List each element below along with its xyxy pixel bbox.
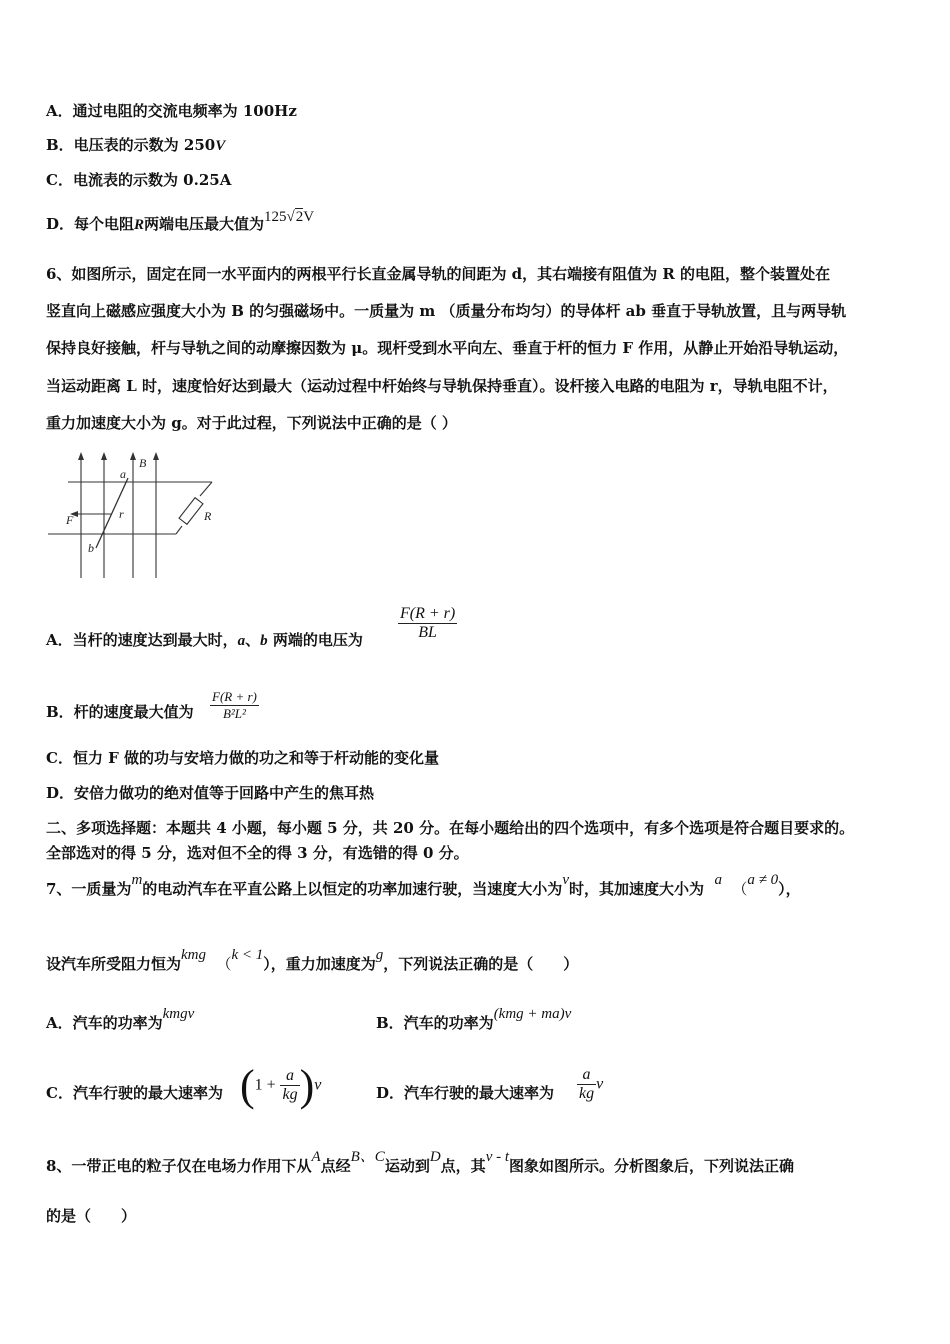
q7-kcond: k < 1 xyxy=(231,947,264,963)
q7-g: g xyxy=(375,947,384,963)
q7-option-a-text: A．汽车的功率为 xyxy=(46,1014,163,1032)
q7-l2-t1: 设汽车所受阻力恒为 xyxy=(46,955,182,973)
q7-l2-t2: （ xyxy=(216,957,232,973)
q8-D: D xyxy=(429,1149,441,1165)
q7-c-rparen: ) xyxy=(299,1061,315,1110)
q5-d-coef: 125 xyxy=(264,209,287,225)
q7-option-d-expr xyxy=(577,1066,603,1103)
q6-option-a-prefix: A．当杆的速度达到最大时， xyxy=(46,631,238,649)
resistor-wire-top xyxy=(200,482,212,496)
q7-l2-t4: ，下列说法正确的是（ ） xyxy=(383,955,579,973)
q7-option-b-text: B．汽车的功率为 xyxy=(376,1014,494,1032)
label-b: b xyxy=(88,541,94,555)
field-arrowhead-1 xyxy=(78,452,84,460)
q7-option-c-expr xyxy=(240,1060,321,1111)
q5-option-d-var: R xyxy=(134,217,145,233)
q6-option-a xyxy=(46,630,363,651)
q7-m: m xyxy=(131,872,143,888)
q7-c-num: a xyxy=(280,1067,299,1086)
q6-stem-line-2: 竖直向上磁感应强度大小为 B 的匀强磁场中。一质量为 m （质量分布均匀）的导体杆 ab 垂直于导轨放置，且与两导轨 xyxy=(46,302,847,320)
section2-heading-line-1: 二、多项选择题：本题共 4 小题，每小题 5 分，共 20 分。在每小题给出的四个选项中，有多个选项是符合题目要求的。 xyxy=(46,819,855,837)
q5-option-d-value: 125√2V xyxy=(264,209,315,225)
label-B: B xyxy=(139,456,147,470)
q7-t1: 7、一质量为 xyxy=(46,880,132,898)
q7-d-den: kg xyxy=(579,1085,595,1102)
q8-t5: 图象如图所示。分析图象后，下列说法正确 xyxy=(509,1157,795,1175)
q5-option-d-prefix: D．每个电阻 xyxy=(46,215,135,233)
q5-option-b-text: B．电压表的示数为 250 xyxy=(46,136,216,154)
q7-option-d: D．汽车行驶的最大速率为 xyxy=(376,1084,555,1102)
q6-option-b-fraction xyxy=(210,689,259,722)
q7-stem-line-1 xyxy=(46,872,801,900)
field-arrowhead-4 xyxy=(153,452,159,460)
rail-circuit-figure xyxy=(48,452,218,578)
q7-l2-t3: ），重力加速度为 xyxy=(263,955,376,973)
label-a: a xyxy=(120,467,126,481)
q5-d-radicand: 2 xyxy=(295,209,304,225)
q8-t3: 运动到 xyxy=(384,1157,430,1175)
q6-option-a-fraction xyxy=(398,605,457,642)
q6-option-a-sep: 、 xyxy=(245,631,261,649)
q6-option-b: B．杆的速度最大值为 xyxy=(46,703,194,721)
q6-stem-line-4: 当运动距离 L 时，速度恰好达到最大（运动过程中杆始终与导轨保持垂直）。设杆接入电路的电阻为 r，导轨电阻不计， xyxy=(46,377,838,395)
q5-option-d-mid: 两端电压最大值为 xyxy=(144,215,265,233)
q7-c-fraction xyxy=(280,1067,299,1104)
q7-a: a xyxy=(714,872,722,888)
q5-option-a: A．通过电阻的交流电频率为 100Hz xyxy=(46,102,297,120)
q5-option-b-unit: V xyxy=(215,138,226,154)
label-F: F xyxy=(66,513,74,527)
q6-option-a-b: b xyxy=(260,633,268,649)
field-arrowhead-3 xyxy=(130,452,136,460)
q8-t2: 点经 xyxy=(320,1157,351,1175)
q5-d-unit: V xyxy=(303,209,315,225)
resistor xyxy=(179,498,203,525)
q7-t5: ）， xyxy=(778,880,801,898)
q7-c-v: v xyxy=(314,1076,322,1094)
q6-option-d: D．安倍力做功的绝对值等于回路中产生的焦耳热 xyxy=(46,784,375,802)
q6-option-a-a: a xyxy=(237,633,246,649)
q7-d-fraction xyxy=(577,1066,596,1103)
q7-option-b xyxy=(376,1006,572,1034)
q5-option-c: C．电流表的示数为 0.25A xyxy=(46,171,232,189)
q7-d-v: v xyxy=(596,1075,604,1093)
q7-kmg: kmg xyxy=(181,947,207,963)
section2-heading-line-2: 全部选对的得 5 分，选对但不全的得 3 分，有选错的得 0 分。 xyxy=(46,844,469,862)
q8-BC: B、C xyxy=(350,1149,385,1165)
label-R: R xyxy=(204,509,212,523)
q7-v: v xyxy=(562,872,569,888)
q7-option-c: C．汽车行驶的最大速率为 xyxy=(46,1084,223,1102)
q7-cond: a ≠ 0 xyxy=(747,872,779,888)
q7-option-a-expr: kmgv xyxy=(162,1006,195,1022)
q7-d-num: a xyxy=(577,1066,596,1085)
q6-stem-line-5: 重力加速度大小为 g。对于此过程，下列说法中正确的是（ ） xyxy=(46,414,457,432)
q7-stem-line-2 xyxy=(46,947,579,975)
q6-option-a-mid: 两端的电压为 xyxy=(267,631,363,649)
q6-b-numerator: F(R + r) xyxy=(212,689,257,704)
label-r: r xyxy=(119,507,124,521)
q7-option-a xyxy=(46,1006,195,1034)
q7-c-den: kg xyxy=(282,1086,298,1103)
q8-t4: 点，其 xyxy=(440,1157,486,1175)
resistor-wire-bottom xyxy=(176,526,182,534)
q8-vt: v - t xyxy=(485,1149,510,1165)
q6-a-denominator: BL xyxy=(418,624,437,641)
q8-stem-line-1 xyxy=(46,1149,795,1177)
q6-b-denominator: B²L² xyxy=(222,706,246,721)
field-arrowhead-2 xyxy=(101,452,107,460)
q7-c-lparen: ( xyxy=(240,1061,255,1110)
q8-A: A xyxy=(311,1149,321,1165)
q8-t1: 8、一带正电的粒子仅在电场力作用下从 xyxy=(46,1157,312,1175)
q6-stem-line-3: 保持良好接触，杆与导轨之间的动摩擦因数为 μ。现杆受到水平向左、垂直于杆的恒力 F 作用，从静止开始沿导轨运动， xyxy=(46,339,849,357)
q5-option-b xyxy=(46,135,225,156)
q7-c-one: 1 + xyxy=(254,1076,276,1094)
q6-stem-line-1: 6、如图所示，固定在同一水平面内的两根平行长直金属导轨的间距为 d，其右端接有阻值为 R 的电阻，整个装置处在 xyxy=(46,265,831,283)
q6-a-numerator: F(R + r) xyxy=(400,605,456,622)
q7-t2: 的电动汽车在平直公路上以恒定的功率加速行驶，当速度大小为 xyxy=(142,880,563,898)
q7-option-b-expr: (kmg + ma)v xyxy=(493,1006,572,1022)
q7-t4: （ xyxy=(732,882,748,898)
q5-option-d xyxy=(46,209,315,235)
q8-stem-line-2: 的是（ ） xyxy=(46,1207,137,1225)
q7-t3: 时，其加速度大小为 xyxy=(568,880,704,898)
q6-option-c: C．恒力 F 做的功与安培力做的功之和等于杆动能的变化量 xyxy=(46,749,440,767)
